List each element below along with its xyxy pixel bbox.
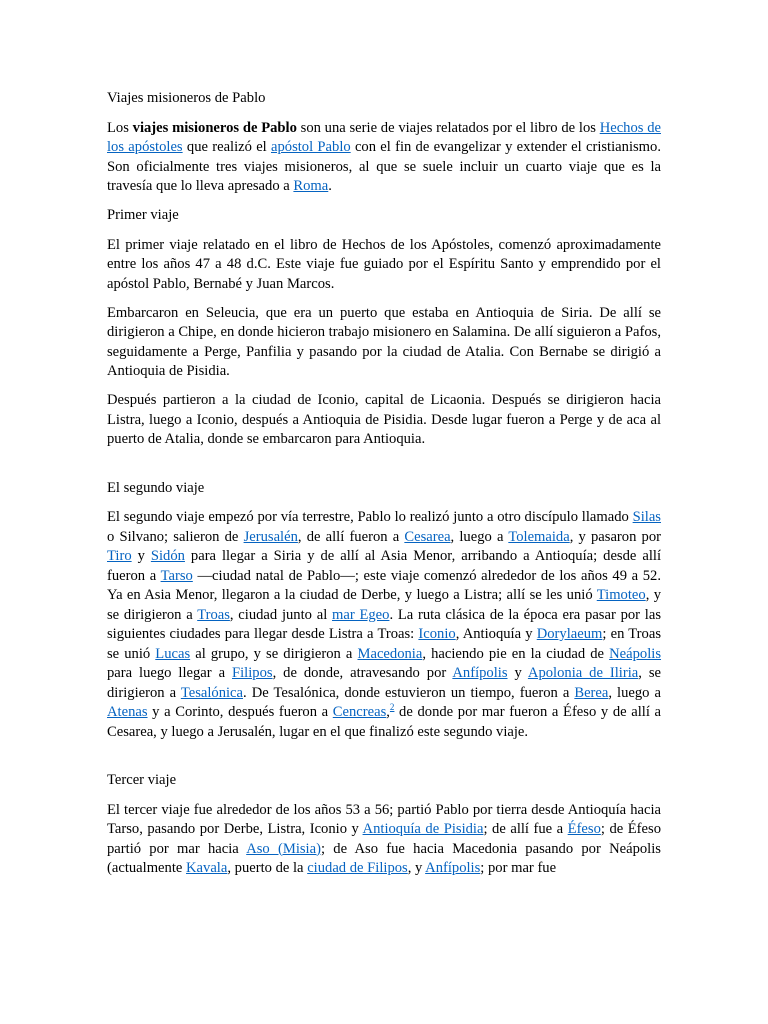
text: , y <box>407 860 426 876</box>
text: con el fin de evangelizar y extender el cristianismo. Son oficialmente tres viajes misioneros, al que se suele incluir un cuarto viaje que es la travesía que lo lleva apresado a <box>107 139 661 194</box>
link-tolemaida[interactable]: Tolemaida <box>508 528 570 545</box>
text: —ciudad natal de Pablo—; este viaje comenzó alrededor de los años 49 a 52. Ya en Asia Menor, llegaron a la ciudad de Derbe, y luego a Listra; allí se les unió <box>107 567 661 603</box>
text: de donde por mar fueron a Éfeso y de allí a Cesarea, y luego a Jerusalén, lugar en el que finalizó este segundo viaje. <box>107 704 661 740</box>
link-cesarea[interactable]: Cesarea <box>404 528 451 545</box>
link-kavala[interactable]: Kavala <box>186 860 228 876</box>
text: , <box>386 704 390 720</box>
text: al grupo, y se dirigieron a <box>190 645 358 662</box>
link-cencreas[interactable]: Cencreas <box>332 704 387 720</box>
link-filipos[interactable]: Filipos <box>232 665 273 681</box>
link-mar-egeo[interactable]: mar Egeo <box>332 606 390 623</box>
link-efeso[interactable]: Éfeso <box>567 821 601 837</box>
link-berea[interactable]: Berea <box>574 684 609 701</box>
link-atenas[interactable]: Atenas <box>107 704 148 720</box>
link-iconio[interactable]: Iconio <box>418 626 456 642</box>
bold-term: viajes misioneros de Pablo <box>132 119 297 136</box>
link-apolonia-de-iliria[interactable]: Apolonia de Iliria <box>527 665 639 681</box>
text: , Antioquía y <box>455 626 537 642</box>
section-heading-tercer-viaje: Tercer viaje <box>107 772 177 788</box>
link-tesalonica[interactable]: Tesalónica <box>180 684 244 701</box>
link-anfipolis-2[interactable]: Anfípolis <box>425 860 481 876</box>
link-apostol-pablo[interactable]: apóstol Pablo <box>271 139 351 155</box>
section-heading-segundo-viaje: El segundo viaje <box>107 479 205 496</box>
link-silas[interactable]: Silas <box>632 509 661 525</box>
primer-paragraph-2: Embarcaron en Seleucia, que era un puerto que estaba en Antioquia de Siria. De allí se dirigieron a Chipe, en donde hicieron trabajo misionero en Salamina. De allí siguieron a Pafos, seguidamente a Perge, Panfilia y pasando por la ciudad de Atalia. Con Bernabe se dirigió a Antioquia de Pisidia. <box>107 304 662 379</box>
text: y a Corinto, después fueron a <box>147 704 333 720</box>
text: , se dirigieron a <box>107 665 661 701</box>
section-heading-primer-viaje: Primer viaje <box>107 207 179 223</box>
link-jerusalen[interactable]: Jerusalén <box>243 528 298 545</box>
link-ciudad-de-filipos[interactable]: ciudad de Filipos <box>307 860 408 876</box>
text: . La ruta clásica de la época era pasar por las siguientes ciudades para llegar desde Listra a Troas: <box>107 606 661 642</box>
text: para luego llegar a <box>107 665 233 681</box>
link-sidon[interactable]: Sidón <box>150 548 185 564</box>
text: y <box>507 665 528 681</box>
primer-paragraph-3: Después partieron a la ciudad de Iconio, capital de Licaonia. Después se dirigieron hacia Listra, luego a Iconio, después a Antioquia de Pisidia. Desde lugar fueron a Perge y de aca al puerto de Atalia, donde se embarcaron para Antioquia. <box>107 392 661 447</box>
link-timoteo[interactable]: Timoteo <box>596 587 646 603</box>
text: . De Tesalónica, donde estuvieron un tiempo, fueron a <box>243 684 575 701</box>
text: , ciudad junto al <box>229 606 332 623</box>
text: ; por mar fue <box>480 860 557 876</box>
link-anfipolis[interactable]: Anfípolis <box>452 665 508 681</box>
intro-paragraph <box>107 119 661 197</box>
text: son una serie de viajes relatados por el libro de los <box>296 119 600 136</box>
segundo-paragraph <box>107 508 661 742</box>
text: , haciendo pie en la ciudad de <box>422 645 610 662</box>
text: , puerto de la <box>227 860 308 876</box>
text: que realizó el <box>182 139 271 155</box>
text: para llegar a Siria y de allí al Asia Menor, arribando a Antioquía; desde allí fueron a <box>107 548 661 584</box>
document-page <box>107 89 661 888</box>
text: Los <box>107 119 133 136</box>
text: ; de Éfeso partió por mar hacia <box>107 821 661 857</box>
link-tiro[interactable]: Tiro <box>107 548 132 564</box>
link-macedonia[interactable]: Macedonia <box>357 645 423 662</box>
document-title: Viajes misioneros de Pablo <box>107 90 266 106</box>
text: ; de allí fue a <box>483 821 568 837</box>
text: ; en Troas se unió <box>107 626 661 662</box>
tercer-paragraph <box>107 801 661 879</box>
text: , de allí fueron a <box>297 528 405 545</box>
link-roma[interactable]: Roma <box>293 178 329 194</box>
text: , y pasaron por <box>569 528 661 545</box>
link-dorylaeum[interactable]: Dorylaeum <box>536 626 603 642</box>
text: , luego a <box>608 684 661 701</box>
text: , y se dirigieron a <box>107 587 662 623</box>
text: El tercer viaje fue alrededor de los años 53 a 56; partió Pablo por tierra desde Antioquía hacia Tarso, pasando por Derbe, Listra, Iconio y <box>107 801 661 837</box>
primer-paragraph-1: El primer viaje relatado en el libro de Hechos de los Apóstoles, comenzó aproximadamente entre los años 47 a 48 d.C. Este viaje fue guiado por el Espíritu Santo y emprendido por el apóstol Pablo, Bernabé y Juan Marcos. <box>107 236 661 292</box>
footnote-reference[interactable]: 2 <box>389 702 395 712</box>
link-aso-misia[interactable]: Aso (Misia) <box>246 840 321 857</box>
text: o Silvano; salieron de <box>107 528 244 545</box>
link-neapolis[interactable]: Neápolis <box>609 645 662 662</box>
link-troas[interactable]: Troas <box>197 606 230 623</box>
text: El segundo viaje empezó por vía terrestre, Pablo lo realizó junto a otro discípulo llamado <box>107 509 633 525</box>
link-tarso[interactable]: Tarso <box>160 567 193 584</box>
link-antioquia-de-pisidia[interactable]: Antioquía de Pisidia <box>362 821 484 837</box>
text: , de donde, atravesando por <box>272 665 453 681</box>
text: y <box>131 548 151 564</box>
text: ; de Aso fue hacia Macedonia pasando por Neápolis (actualmente <box>107 840 661 876</box>
link-hechos[interactable]: Hechos de los apóstoles <box>107 119 661 155</box>
text: . <box>328 178 332 194</box>
text: , luego a <box>450 528 509 545</box>
link-lucas[interactable]: Lucas <box>155 645 191 662</box>
